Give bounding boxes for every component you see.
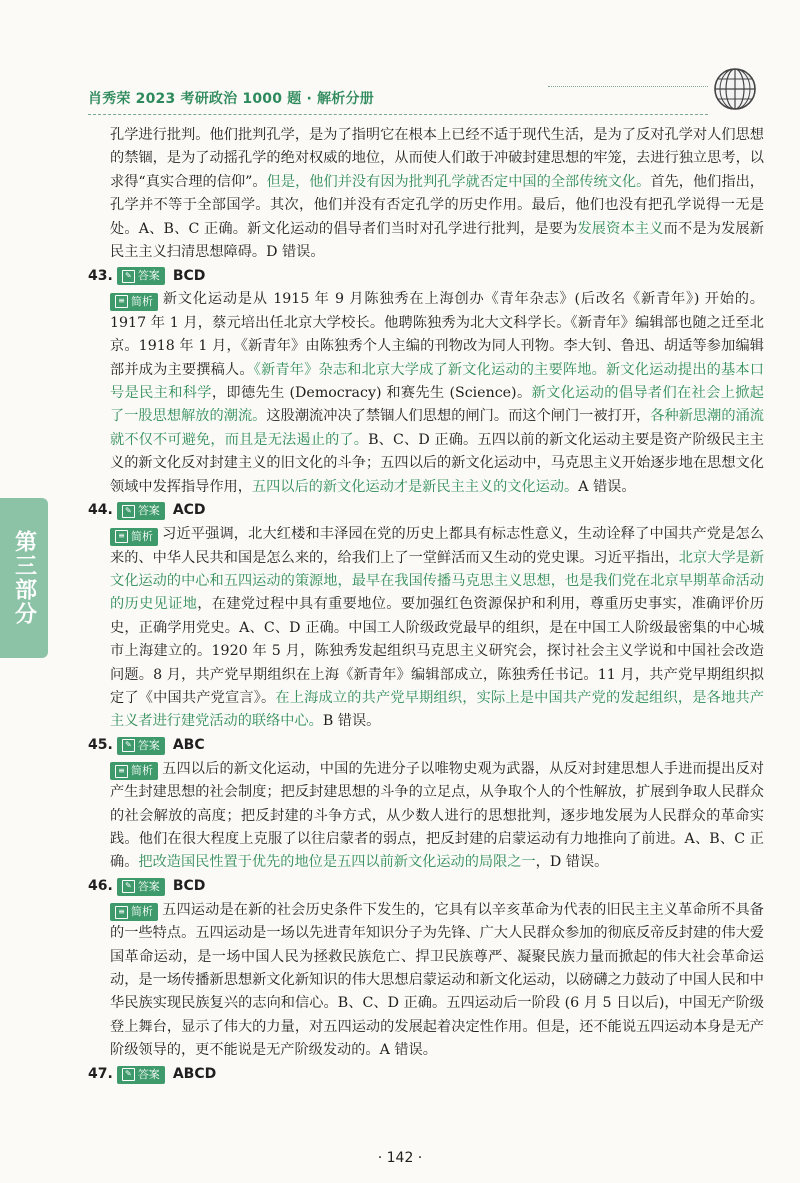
answer-badge-label: 答案 (137, 269, 160, 283)
running-header: 肖秀荣 2023 考研政治 1000 题 · 解析分册 (88, 91, 374, 107)
section-side-tab-label: 第三部分 (11, 530, 37, 626)
text: B 错误。 (322, 713, 381, 730)
analysis-badge (110, 528, 158, 546)
answer-value: BCD (172, 878, 206, 895)
text: 首先，他们指出，孔学并不等于全部国学。其次，他们并没有否定孔学的历史作用。最后，他们也没有把孔学说得一无是处。A、B、C 正确。新文化运动的倡导者们当时对孔学进行批判，是要为 (110, 173, 764, 237)
analysis-badge (110, 293, 158, 311)
analysis-icon: ≡ (115, 765, 128, 778)
answer-badge-label: 答案 (137, 504, 160, 518)
header-rule-dotted (548, 86, 708, 87)
pencil-icon: ✎ (122, 1068, 135, 1081)
section-side-tab (0, 498, 48, 658)
highlight-text: 但是，他们并没有因为批判孔学就否定中国的全部传统文化。 (266, 173, 651, 190)
analysis-badge-label: 简析 (131, 294, 153, 308)
text: B、C、D 正确。五四以前的新文化运动主要是资产阶级民主主义的新文化反对封建主义的旧文化的斗争；五四以后的新文化运动中，马克思主义开始逐步地在思想文化领域中发挥指导作用， (110, 431, 764, 495)
question-number: 43. (88, 267, 113, 284)
highlight-text: 发展资本主义 (577, 220, 664, 237)
analysis-badge (110, 762, 158, 780)
globe-icon (712, 66, 758, 112)
text: 五四以后的新文化运动，中国的先进分子以唯物史观为武器，从反对封建思想人手进而提出反对产生封建思想的社会制度；把反封建思想的斗争的立足点，从争取个人的个性解放，扩展到争取人民群众的社会解放的高度；把反封建的斗争方式，从少数人进行的思想批判，逐步地发展为人民群众的革命实践。他们在很大程度上克服了以往启蒙者的弱点，把反封建的启蒙运动有力地推向了前进。A、B、C 正确。 (110, 760, 764, 871)
answer-badge-label: 答案 (137, 879, 160, 893)
text: 这股潮流冲决了禁锢人们思想的闸门。而这个闸门一被打开， (266, 408, 651, 425)
text: ，在建党过程中具有重要地位。要加强红色资源保护和利用，尊重历史事实，准确评价历史，正确学用党史。A、C、D 正确。中国工人阶级政党最早的组织，是在中国工人阶级最密集的中心城市上海建立的。1920 年 5 月，陈独秀发起组织马克思主义研究会，探讨社会主义学说和中国社会改造问题。8 月，共产党早期组织在上海《新青年》编辑部成立，陈独秀任书记。11 月，共产党早期组织拟定了《中国共产党宣言》。 (110, 596, 764, 706)
question-47-answer-line (88, 1063, 764, 1087)
intro-paragraph (88, 124, 764, 264)
answer-badge (117, 737, 165, 755)
question-number: 46. (88, 878, 113, 895)
question-46-answer-line (88, 875, 764, 899)
question-number: 47. (88, 1065, 113, 1082)
analysis-badge-label: 简析 (131, 529, 153, 543)
analysis-badge (110, 903, 158, 921)
answer-badge (117, 502, 165, 520)
header-rule (88, 114, 708, 115)
answer-value: ABCD (172, 1065, 217, 1082)
pencil-icon: ✎ (122, 505, 135, 518)
text: 新文化运动是从 1915 年 9 月陈独秀在上海创办《青年杂志》(后改名《新青年》) 开始的。1917 年 1 月，蔡元培出任北京大学校长。他聘陈独秀为北大文科学长。《新青年》编辑部也随之迁至北京。1918 年 1 月，《新青年》由陈独秀个人主编的刊物改为同人刊物。李大钊、鲁迅、胡适等参加编辑部并成为主要撰稿人。 (110, 291, 764, 378)
question-45-analysis (88, 758, 764, 875)
text: ，即德先生 (Democracy) 和赛先生 (Science)。 (211, 385, 532, 402)
question-43-analysis (88, 288, 764, 499)
text: A 错误。 (578, 478, 636, 495)
highlight-text: 五四以后的新文化运动才是新民主主义的文化运动。 (251, 478, 579, 495)
question-44-analysis (88, 523, 764, 734)
question-43-answer-line (88, 264, 764, 288)
analysis-icon: ≡ (115, 295, 128, 308)
analysis-icon: ≡ (115, 530, 128, 543)
question-number: 44. (88, 502, 113, 519)
highlight-text: 北京大学是新文化运动的中心和五四运动的策源地，最早在我国传播马克思主义思想，也是我们党在北京早期革命活动的历史见证地 (110, 549, 764, 613)
answer-badge (117, 267, 165, 285)
answer-badge (117, 878, 165, 896)
highlight-text: 《新青年》杂志和北京大学成了新文化运动的主要阵地。新文化运动提出的基本口号是民主和科学 (110, 361, 764, 402)
answer-value: ACD (172, 502, 206, 519)
answer-badge (117, 1066, 165, 1084)
pencil-icon: ✎ (122, 739, 135, 752)
text: 习近平强调，北大红楼和丰泽园在党的历史上都具有标志性意义，生动诠释了中国共产党是怎么来的、中华人民共和国是怎么来的，给我们上了一堂鲜活而又生动的党史课。习近平指出， (110, 526, 764, 566)
question-45-answer-line (88, 734, 764, 758)
page-content (88, 124, 764, 1087)
question-44-answer-line (88, 499, 764, 523)
pencil-icon: ✎ (122, 880, 135, 893)
analysis-icon: ≡ (115, 906, 128, 919)
answer-value: BCD (172, 267, 206, 284)
pencil-icon: ✎ (122, 270, 135, 283)
text: 孔学进行批判。他们批判孔学，是为了指明它在根本上已经不适于现代生活，是为了反对孔学对人们思想的禁锢，是为了动摇孔学的绝对权威的地位，从而使人们敢于冲破封建思想的牢笼，去进行独立思考，以求得“真实合理的信仰”。 (110, 127, 764, 190)
question-number: 45. (88, 737, 113, 754)
highlight-text: 在上海成立的共产党早期组织，实际上是中国共产党的发起组织，是各地共产主义者进行建党活动的联络中心。 (110, 689, 764, 730)
answer-badge-label: 答案 (137, 1067, 160, 1081)
analysis-badge-label: 简析 (131, 905, 153, 919)
answer-badge-label: 答案 (137, 738, 160, 752)
answer-value: ABC (172, 737, 205, 754)
text: ，D 错误。 (535, 854, 609, 871)
highlight-text: 各种新思潮的涌流就不仅不可避免，而且是无法遏止的了。 (110, 408, 764, 448)
highlight-text: 把改造国民性置于优先的地位是五四以前新文化运动的局限之一 (138, 854, 536, 871)
text: 而不是为发展新民主主义扫清思想障碍。D 错误。 (110, 220, 764, 261)
text: 五四运动是在新的社会历史条件下发生的，它具有以辛亥革命为代表的旧民主主义革命所不具备的一些特点。五四运动是一场以先进青年知识分子为先锋、广大人民群众参加的彻底反帝反封建的伟大爱国革命运动，是一场中国人民为拯救民族危亡、捍卫民族尊严、凝聚民族力量而掀起的伟大社会革命运动，是一场传播新思想新文化新知识的伟大思想启蒙运动和新文化运动，以磅礴之力鼓动了中国人民和中华民族实现民族复兴的志向和信心。B、C、D 正确。五四运动后一阶段 (6 月 5 日以后)，中国无产阶级登上舞台，显示了伟大的力量，对五四运动的发展起着决定性作用。但是，还不能说五四运动本身是无产阶级领导的，更不能说是无产阶级发动的。A 错误。 (110, 901, 764, 1059)
analysis-badge-label: 简析 (131, 764, 153, 778)
question-46-analysis (88, 899, 764, 1063)
highlight-text: 新文化运动的倡导者们在社会上掀起了一股思想解放的潮流。 (110, 385, 764, 425)
page-number: · 142 · (377, 1150, 423, 1166)
